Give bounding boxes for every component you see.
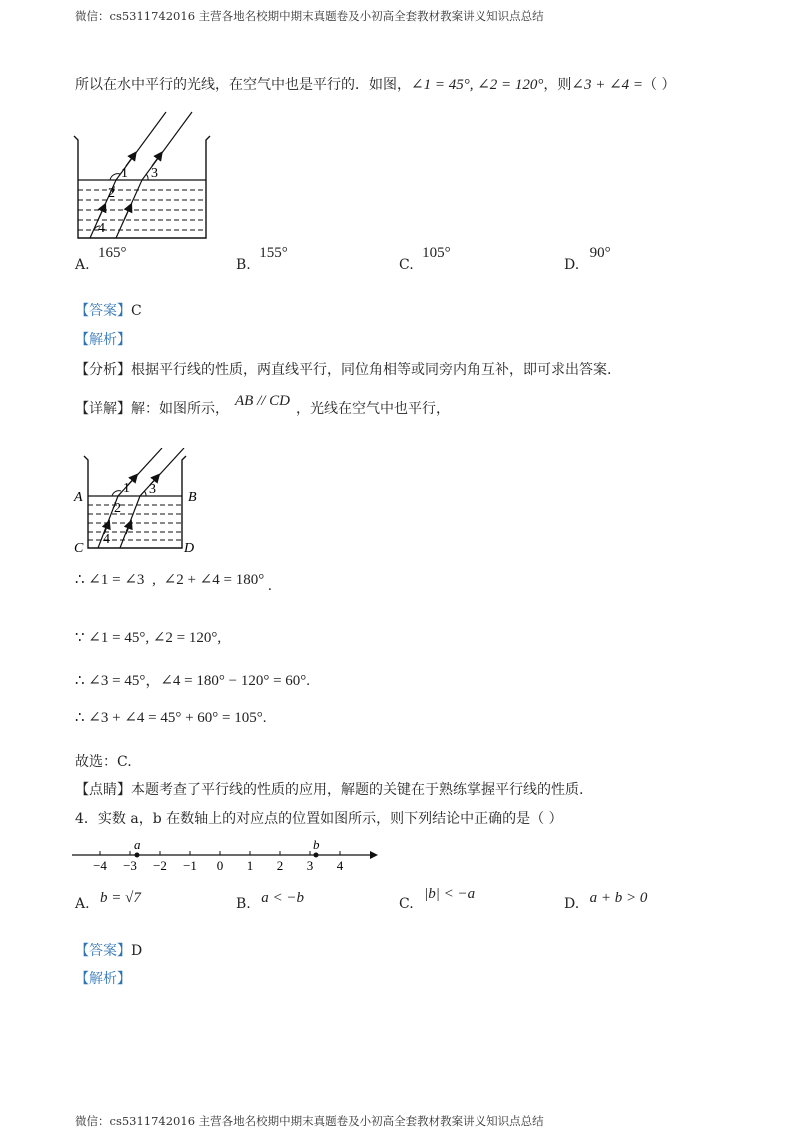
fig2-angle-label-2: 2 — [114, 501, 121, 516]
choice-line: 故选：C. — [75, 754, 132, 770]
detail-text — [75, 393, 450, 418]
tick-label: −2 — [153, 858, 167, 873]
analysis-tag-q3: 【解析】 — [75, 332, 131, 348]
step-1-end: . — [267, 578, 272, 594]
tick-label: 2 — [276, 858, 284, 873]
q4-option-c[interactable] — [399, 886, 476, 913]
answer-line-q4 — [75, 940, 142, 960]
q4-option-c-letter: C. — [399, 896, 414, 912]
option-c-value: 105° — [422, 245, 451, 261]
point-b-label: b — [313, 837, 320, 852]
step-2 — [75, 628, 221, 647]
answer-value: C — [131, 303, 142, 319]
beaker-figure-1 — [68, 110, 213, 245]
option-b[interactable] — [236, 245, 288, 274]
q4-option-c-value: |b| < −a — [424, 886, 476, 902]
option-d[interactable] — [564, 245, 611, 274]
stem-prefix: 所以在水中平行的光线，在空气中也是平行的．如图， — [75, 77, 411, 93]
q4-option-b-letter: B. — [236, 896, 251, 912]
tick-label: 0 — [216, 858, 224, 873]
option-a-value: 165° — [98, 245, 127, 261]
step-2-end: , — [217, 630, 222, 646]
q4-option-a[interactable] — [75, 890, 141, 913]
angle-label-1: 1 — [121, 166, 128, 181]
comment-body: 本题考查了平行线的性质的应用，解题的关键在于熟练掌握平行线的性质. — [131, 782, 584, 798]
step-4-a: ∴ ∠3 + ∠4 = 45° + 60° = 105° — [75, 710, 263, 726]
step-3-a: ∴ ∠3 = 45° — [75, 673, 146, 689]
angle-label-2: 2 — [108, 186, 115, 201]
question-4-stem: 4．实数 a，b 在数轴上的对应点的位置如图所示，则下列结论中正确的是（ ） — [75, 811, 563, 827]
option-d-value: 90° — [589, 245, 611, 261]
point-label-b: B — [188, 490, 197, 505]
angle-label-4: 4 — [98, 221, 105, 236]
analysis-head: 【分析】 — [75, 362, 131, 378]
detail-math: AB // CD — [235, 393, 290, 409]
analysis-body: 根据平行线的性质，两直线平行，同位角相等或同旁内角互补，即可求出答案. — [131, 362, 612, 378]
tick-label: −3 — [123, 858, 137, 873]
question-3-stem — [75, 74, 675, 94]
answer-line-q3 — [75, 300, 142, 320]
stem-ask: ∠3 + ∠4 = — [571, 77, 644, 93]
step-1-a: ∴ ∠1 = ∠3 — [75, 572, 145, 588]
q4-option-d-letter: D. — [564, 896, 580, 912]
number-line — [70, 836, 390, 876]
q4-answer-tag: 【答案】 — [75, 943, 131, 959]
analysis-tag-q4: 【解析】 — [75, 971, 131, 987]
detail-prefix: 解：如图所示， — [131, 401, 229, 417]
option-d-letter: D. — [564, 257, 580, 273]
point-label-d: D — [184, 541, 195, 556]
option-b-letter: B. — [236, 257, 251, 273]
step-3-b: ∠4 = 180° − 120° = 60° — [160, 673, 307, 689]
tick-label: −4 — [93, 858, 107, 873]
stem-paren: （ ） — [643, 77, 676, 93]
comment-line — [75, 779, 583, 799]
page-footer: 微信：cs5311742016 主营各地名校期中期末真题卷及小初高全套教材教案讲义知识点总结 — [75, 1114, 544, 1128]
tick-label: −1 — [183, 858, 197, 873]
option-b-value: 155° — [259, 245, 288, 261]
stem-then: ，则 — [543, 77, 572, 93]
step-4-end: . — [262, 710, 267, 726]
q4-answer-value: D — [131, 943, 143, 959]
detail-suffix: ，光线在空气中也平行， — [296, 401, 450, 417]
tick-label: 4 — [336, 858, 344, 873]
step-3: ∴ ∠3 = 45°，∠4 = 180° − 120° = 60°. — [75, 673, 311, 689]
step-1-b: ∠2 + ∠4 = 180° — [163, 572, 265, 588]
q4-option-d-value: a + b > 0 — [589, 890, 648, 906]
stem-math: ∠1 = 45°, ∠2 = 120° — [411, 77, 544, 93]
option-a-letter: A. — [75, 257, 90, 273]
step-4 — [75, 708, 267, 727]
step-2-a: ∵ ∠1 = 45°, ∠2 = 120° — [75, 630, 218, 646]
option-c[interactable] — [399, 245, 451, 274]
q4-option-b-value: a < −b — [261, 890, 304, 906]
page-header: 微信：cs5311742016 主营各地名校期中期末真题卷及小初高全套教材教案讲义知识点总结 — [75, 9, 544, 23]
q4-option-d[interactable] — [564, 890, 648, 913]
angle-label-3: 3 — [151, 166, 158, 181]
q4-option-a-value: b = √7 — [100, 890, 141, 906]
tick-label: 1 — [246, 858, 254, 873]
option-c-letter: C. — [399, 257, 414, 273]
point-a-label: a — [134, 837, 141, 852]
step-3-end: . — [306, 673, 311, 689]
fig2-angle-label-1: 1 — [123, 481, 130, 496]
analysis-text — [75, 359, 611, 379]
comment-head: 【点睛】 — [75, 782, 131, 798]
q4-option-a-letter: A. — [75, 896, 90, 912]
tick-label: 3 — [306, 858, 314, 873]
fig2-angle-label-3: 3 — [149, 482, 156, 497]
fig2-angle-label-4: 4 — [103, 532, 110, 547]
answer-tag: 【答案】 — [75, 303, 131, 319]
step-1: ∴ ∠1 = ∠3 , ∠2 + ∠4 = 180° . — [75, 572, 272, 594]
option-a[interactable] — [75, 245, 127, 274]
beaker-figure-2 — [70, 448, 210, 556]
q4-option-b[interactable] — [236, 890, 304, 913]
detail-head: 【详解】 — [75, 401, 131, 417]
point-label-a: A — [74, 490, 83, 505]
point-label-c: C — [74, 541, 84, 556]
